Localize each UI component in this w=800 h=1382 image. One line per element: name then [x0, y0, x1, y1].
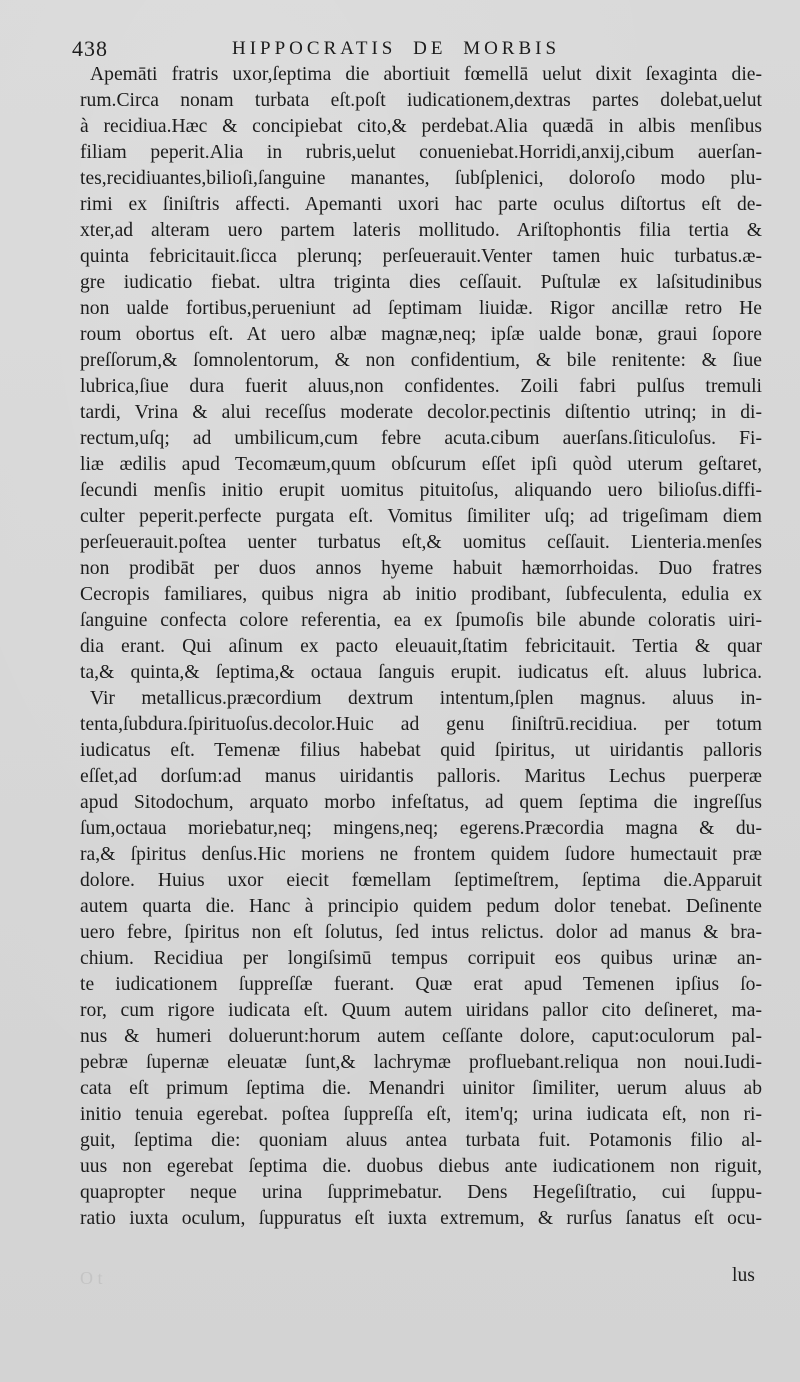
text-line: Vir metallicus.præcordium dextrum intentum,ſplen magnus. aluus in- [90, 688, 762, 709]
text-line: non ualde fortibus,perueniunt ad ſeptimam liuidæ. Rigor ancillæ retro He [80, 298, 762, 319]
text-line: ſum,octaua moriebatur,neq; mingens,neq; egerens.Præcordia magna & du- [80, 818, 762, 839]
text-line: ror, cum rigore iudicata eſt. Quum autem uiridans pallor cito deſineret, ma- [80, 1000, 762, 1021]
text-line: tenta,ſubdura.ſpirituoſus.decolor.Huic ad genu ſiniſtrū.recidiua. per totum [80, 714, 762, 735]
text-line: iudicatus eſt. Temenæ filius habebat quid ſpiritus, ut uiridantis palloris [80, 740, 762, 761]
text-line: quinta febricitauit.ſicca plerunq; perſeuerauit.Venter tamen huic turbatus.æ- [80, 246, 762, 267]
text-line: perſeuerauit.poſtea uenter turbatus eſt,& uomitus ceſſauit. Lienteria.menſes [80, 532, 762, 553]
text-line: nus & humeri doluerunt:horum autem ceſſante dolore, caput:oculorum pal- [80, 1026, 762, 1047]
text-line: roum obortus eſt. At uero albæ magnæ,neq; ipſæ ualde bonæ, graui ſopore [80, 324, 762, 345]
text-line: chium. Recidiua per longiſsimū tempus corripuit eos quibus urinæ an- [80, 948, 762, 969]
text-line: rimi ex ſiniſtris affecti. Apemanti uxori hac parte oculus diſtortus eſt de- [80, 194, 762, 215]
text-line: Cecropis familiares, quibus nigra ab initio prodibant, ſubfeculenta, edulia ex [80, 584, 762, 605]
text-line: quapropter neque urina ſupprimebatur. Dens Hegeſiſtratio, cui ſuppu- [80, 1182, 762, 1203]
text-line: lubrica,ſiue dura fuerit aluus,non confidentes. Zoili fabri pulſus tremuli [80, 376, 762, 397]
text-line: apud Sitodochum, arquato morbo infeſtatus, ad quem ſeptima die ingreſſus [80, 792, 762, 813]
text-line: à recidiua.Hæc & concipiebat cito,& perdebat.Alia quædā in albis menſibus [80, 116, 762, 137]
text-line: filiam peperit.Alia in rubris,uelut conueniebat.Horridi,anxij,cibum auerſan- [80, 142, 762, 163]
text-line: Apemāti fratris uxor,ſeptima die abortiuit fœmellā uelut dixit ſexaginta die- [90, 64, 762, 85]
text-line: xter,ad alteram uero partem lateris mollitudo. Ariſtophontis filia tertia & [80, 220, 762, 241]
text-line: eſſet,ad dorſum:ad manus uiridantis palloris. Maritus Lechus puerperæ [80, 766, 762, 787]
text-line: pebræ ſupernæ eleuatæ ſunt,& lachrymæ profluebant.reliqua non noui.Iudi- [80, 1052, 762, 1073]
text-line: te iudicationem ſuppreſſæ fuerant. Quæ erat apud Temenen ipſius ſo- [80, 974, 762, 995]
text-line: ta,& quinta,& ſeptima,& octaua ſanguis erupit. iudicatus eſt. aluus lubrica. [80, 662, 762, 683]
main-text-block [80, 62, 762, 1232]
text-line: liæ ædilis apud Tecomæum,quum obſcurum eſſet ipſi quòd uterum geſtaret, [80, 454, 762, 475]
text-line: ſecundi menſis initio erupit uomitus pituitoſus, aliquando uero bilioſus.diffi- [80, 480, 762, 501]
running-head: HIPPOCRATIS DE MORBIS [232, 38, 561, 59]
text-line: ra,& ſpiritus denſus.Hic moriens ne frontem quidem ſudore humectauit præ [80, 844, 762, 865]
text-line: ratio iuxta oculum, ſuppuratus eſt iuxta extremum, & rurſus ſanatus eſt ocu- [80, 1208, 762, 1229]
text-line: gre iudicatio fiebat. ultra triginta dies ceſſauit. Puſtulæ ex laſsitudinibus [80, 272, 762, 293]
text-line: uus non egerebat ſeptima die. duobus diebus ante iudicationem non riguit, [80, 1156, 762, 1177]
text-line: ſanguine confecta colore referentia, ea ex ſpumoſis bile abunde coloratis uiri- [80, 610, 762, 631]
text-line: tes,recidiuantes,bilioſi,ſanguine manantes, ſubſplenici, doloroſo modo plu- [80, 168, 762, 189]
text-line: rectum,uſq; ad umbilicum,cum febre acuta.cibum auerſans.ſiticuloſus. Fi- [80, 428, 762, 449]
text-line: dia erant. Qui aſinum ex pacto eleuauit,ſtatim febricitauit. Tertia & quar [80, 636, 762, 657]
text-line: dolore. Huius uxor eiecit fœmellam ſeptimeſtrem, ſeptima die.Apparuit [80, 870, 762, 891]
text-line: uero febre, ſpiritus non eſt ſolutus, ſed intus relictus. dolor ad manus & bra- [80, 922, 762, 943]
text-line: guit, ſeptima die: quoniam aluus antea turbata fuit. Potamonis filio al- [80, 1130, 762, 1151]
text-line: cata eſt primum ſeptima die. Menandri uinitor ſimiliter, uerum aluus ab [80, 1078, 762, 1099]
text-line: autem quarta die. Hanc à principio quidem pedum dolor tenebat. Deſinente [80, 896, 762, 917]
text-line: non prodibāt per duos annos hyeme habuit hæmorrhoidas. Duo fratres [80, 558, 762, 579]
text-line: initio tenuia egerebat. poſtea ſuppreſſa eſt, item'q; urina iudicata eſt, non ri- [80, 1104, 762, 1125]
text-line: tardi, Vrina & alui receſſus moderate decolor.pectinis diſtentio utrinq; in di- [80, 402, 762, 423]
catchword: lus [732, 1265, 755, 1286]
page-header [72, 36, 762, 62]
text-line: culter peperit.perfecte purgata eſt. Vomitus ſimiliter uſq; ad trigeſimam diem [80, 506, 762, 527]
page-number: 438 [72, 36, 108, 61]
text-line: rum.Circa nonam turbata eſt.poſt iudicationem,dextras partes dolebat,uelut [80, 90, 762, 111]
text-line: preſſorum,& ſomnolentorum, & non confidentium, & bile renitente: & ſiue [80, 350, 762, 371]
bleed-through-mark: O t [80, 1268, 103, 1288]
